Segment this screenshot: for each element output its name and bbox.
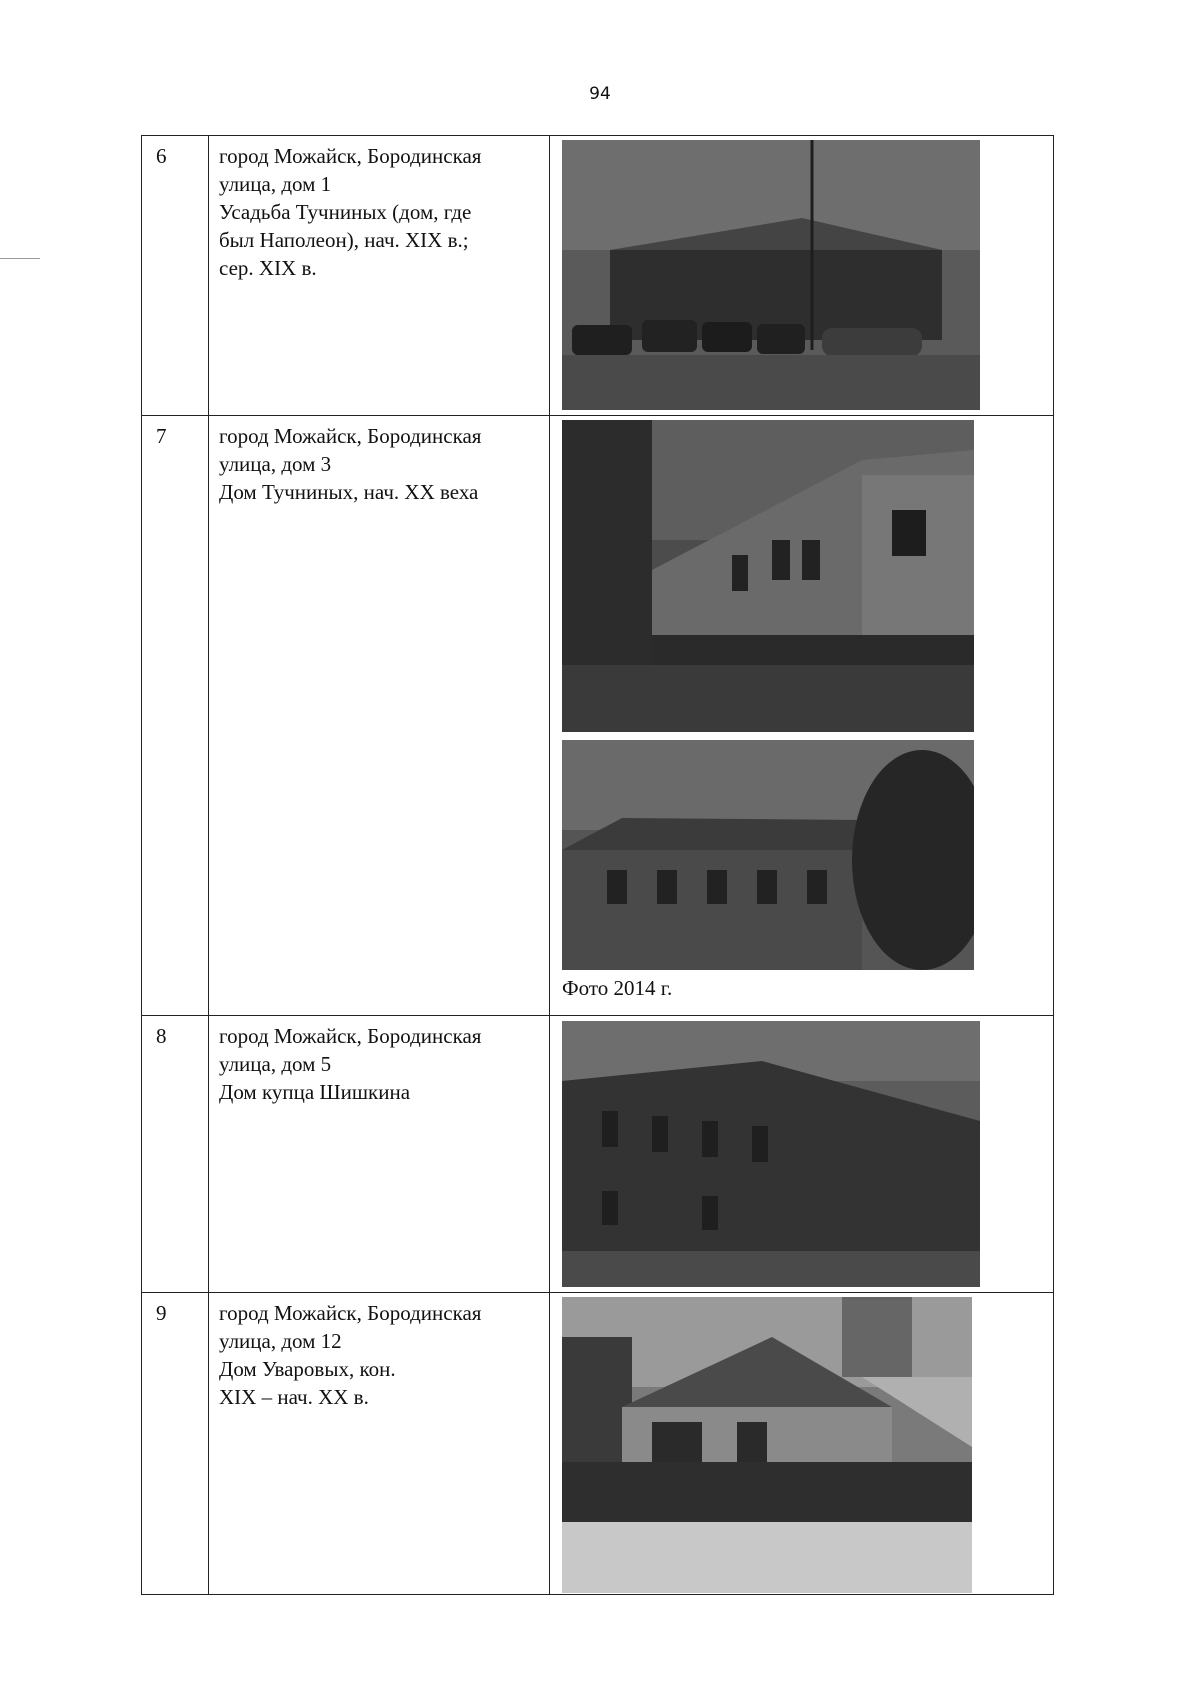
photo-cell	[550, 136, 1054, 416]
row-number-cell	[142, 136, 209, 416]
object-description	[209, 136, 549, 282]
row-number: 6	[156, 144, 167, 168]
object-description	[209, 1016, 549, 1106]
scan-edge-mark	[0, 258, 40, 259]
building-photo	[562, 420, 974, 732]
description-line: улица, дом 5	[219, 1052, 332, 1076]
object-description	[209, 1293, 549, 1411]
description-line: Дом купца Шишкина	[219, 1080, 411, 1104]
row-number-cell	[142, 1293, 209, 1595]
table-row	[142, 136, 1054, 416]
description-line: город Можайск, Бородинская	[219, 1301, 482, 1325]
photo-cell	[550, 1293, 1054, 1595]
description-line: улица, дом 12	[219, 1329, 342, 1353]
description-line: Дом Тучниных, нач. XX веха	[219, 480, 479, 504]
object-description-cell	[209, 1016, 550, 1293]
description-line: улица, дом 1	[219, 172, 332, 196]
description-line: город Можайск, Бородинская	[219, 1024, 482, 1048]
building-photo	[562, 1021, 980, 1287]
description-line: улица, дом 3	[219, 452, 332, 476]
page-number: 94	[589, 84, 611, 104]
building-photo	[562, 1297, 972, 1593]
table-row	[142, 416, 1054, 1016]
object-description-cell	[209, 136, 550, 416]
description-line: Дом Уваровых, кон.	[219, 1357, 396, 1381]
row-number-cell	[142, 416, 209, 1016]
row-number-cell	[142, 1016, 209, 1293]
row-number: 9	[156, 1301, 167, 1325]
row-number: 8	[156, 1024, 167, 1048]
description-line: город Можайск, Бородинская	[219, 424, 482, 448]
description-line: XIX – нач. XX в.	[219, 1385, 369, 1409]
heritage-objects-table	[141, 135, 1054, 1595]
photo-cell	[550, 1016, 1054, 1293]
photo-cell	[550, 416, 1054, 1016]
description-line: Усадьба Тучниных (дом, где	[219, 200, 472, 224]
description-line: город Можайск, Бородинская	[219, 144, 482, 168]
description-line: сер. XIX в.	[219, 256, 317, 280]
photo-caption: Фото 2014 г.	[562, 976, 673, 1000]
table-row	[142, 1293, 1054, 1595]
description-line: был Наполеон), нач. XIX в.;	[219, 228, 469, 252]
row-number: 7	[156, 424, 167, 448]
object-description	[209, 416, 549, 506]
table-row	[142, 1016, 1054, 1293]
building-photo	[562, 140, 980, 410]
object-description-cell	[209, 1293, 550, 1595]
building-photo	[562, 740, 974, 970]
object-description-cell	[209, 416, 550, 1016]
